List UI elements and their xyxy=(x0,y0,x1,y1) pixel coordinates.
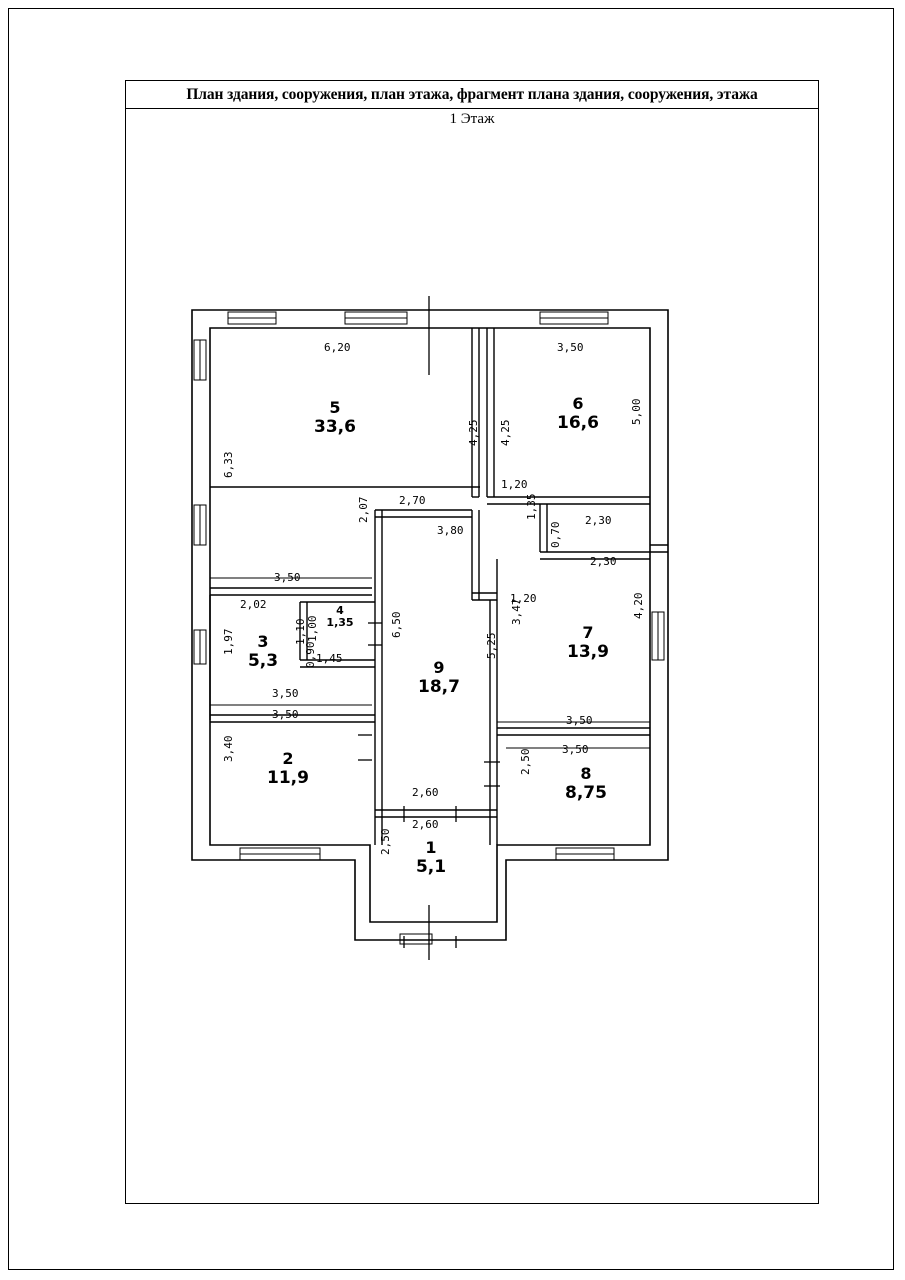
dim-2-60-b: 2,60 xyxy=(412,818,439,831)
dim-2-70: 2,70 xyxy=(399,494,426,507)
room-label-6 xyxy=(528,394,628,433)
room-number: 3 xyxy=(257,632,269,651)
dim-3-47: 3,47 xyxy=(510,598,523,625)
room-area: 8,75 xyxy=(565,783,607,803)
dim-5-00: 5,00 xyxy=(630,398,643,425)
dim-1-97: 1,97 xyxy=(222,628,235,655)
dim-2-02: 2,02 xyxy=(240,598,267,611)
dim-1-45: 1,45 xyxy=(316,652,343,665)
dim-5-25: 5,25 xyxy=(485,632,498,659)
dim-4-25-a: 4,25 xyxy=(467,419,480,446)
dim-6-20: 6,20 xyxy=(324,341,351,354)
room-area: 5,1 xyxy=(415,857,447,877)
dim-1-20-top: 1,20 xyxy=(501,478,528,491)
room-label-5 xyxy=(285,398,385,437)
dim-0-70: 0,70 xyxy=(549,521,562,548)
room-label-9 xyxy=(394,658,484,697)
room-number: 8 xyxy=(580,764,592,783)
room-area: 5,3 xyxy=(247,651,279,671)
dim-1-10: 1,10 xyxy=(294,618,307,645)
room-area: 11,9 xyxy=(267,768,309,788)
dim-2-60-a: 2,60 xyxy=(412,786,439,799)
dim-3-40: 3,40 xyxy=(222,735,235,762)
dim-3-80: 3,80 xyxy=(437,524,464,537)
room-area: 16,6 xyxy=(557,413,599,433)
dim-6-50: 6,50 xyxy=(390,611,403,638)
page-title: План здания, сооружения, план этажа, фрагмент плана здания, сооружения, этажа xyxy=(186,86,758,103)
dim-3-50-r8: 3,50 xyxy=(562,743,589,756)
room-area: 18,7 xyxy=(418,677,460,697)
room-number: 9 xyxy=(433,658,445,677)
room-number: 4 xyxy=(336,604,344,617)
dim-4-25-b: 4,25 xyxy=(499,419,512,446)
floor-label: 1 Этаж xyxy=(449,111,495,127)
room-number: 1 xyxy=(425,838,437,857)
room-number: 5 xyxy=(329,398,341,417)
dim-3-50-r3b: 3,50 xyxy=(272,708,299,721)
room-label-2 xyxy=(238,749,338,788)
dim-2-50-r1: 2,50 xyxy=(379,828,392,855)
room-number: 6 xyxy=(572,394,584,413)
dim-1-00: 1,00 xyxy=(306,615,319,642)
room-area: 1,35 xyxy=(326,616,354,629)
room-label-1 xyxy=(386,838,476,877)
dim-0-90: 0,90 xyxy=(304,641,317,668)
dim-4-20: 4,20 xyxy=(632,592,645,619)
dim-3-50-left: 3,50 xyxy=(274,571,301,584)
dim-2-30-b: 2,30 xyxy=(590,555,617,568)
room-area: 33,6 xyxy=(314,417,356,437)
dim-2-50-r8: 2,50 xyxy=(519,748,532,775)
room-area: 13,9 xyxy=(567,642,609,662)
dim-2-30-a: 2,30 xyxy=(585,514,612,527)
dim-1-20-low: 1,20 xyxy=(510,592,537,605)
room-number: 2 xyxy=(282,749,294,768)
room-label-7 xyxy=(538,623,638,662)
dim-6-33: 6,33 xyxy=(222,451,235,478)
dim-3-50-r7: 3,50 xyxy=(566,714,593,727)
dim-3-50-r3a: 3,50 xyxy=(272,687,299,700)
dim-1-35-v: 1,35 xyxy=(525,493,538,520)
title-bar xyxy=(126,81,818,109)
room-label-8 xyxy=(536,764,636,803)
dim-3-50-top: 3,50 xyxy=(557,341,584,354)
room-number: 7 xyxy=(582,623,594,642)
dim-2-07: 2,07 xyxy=(357,496,370,523)
